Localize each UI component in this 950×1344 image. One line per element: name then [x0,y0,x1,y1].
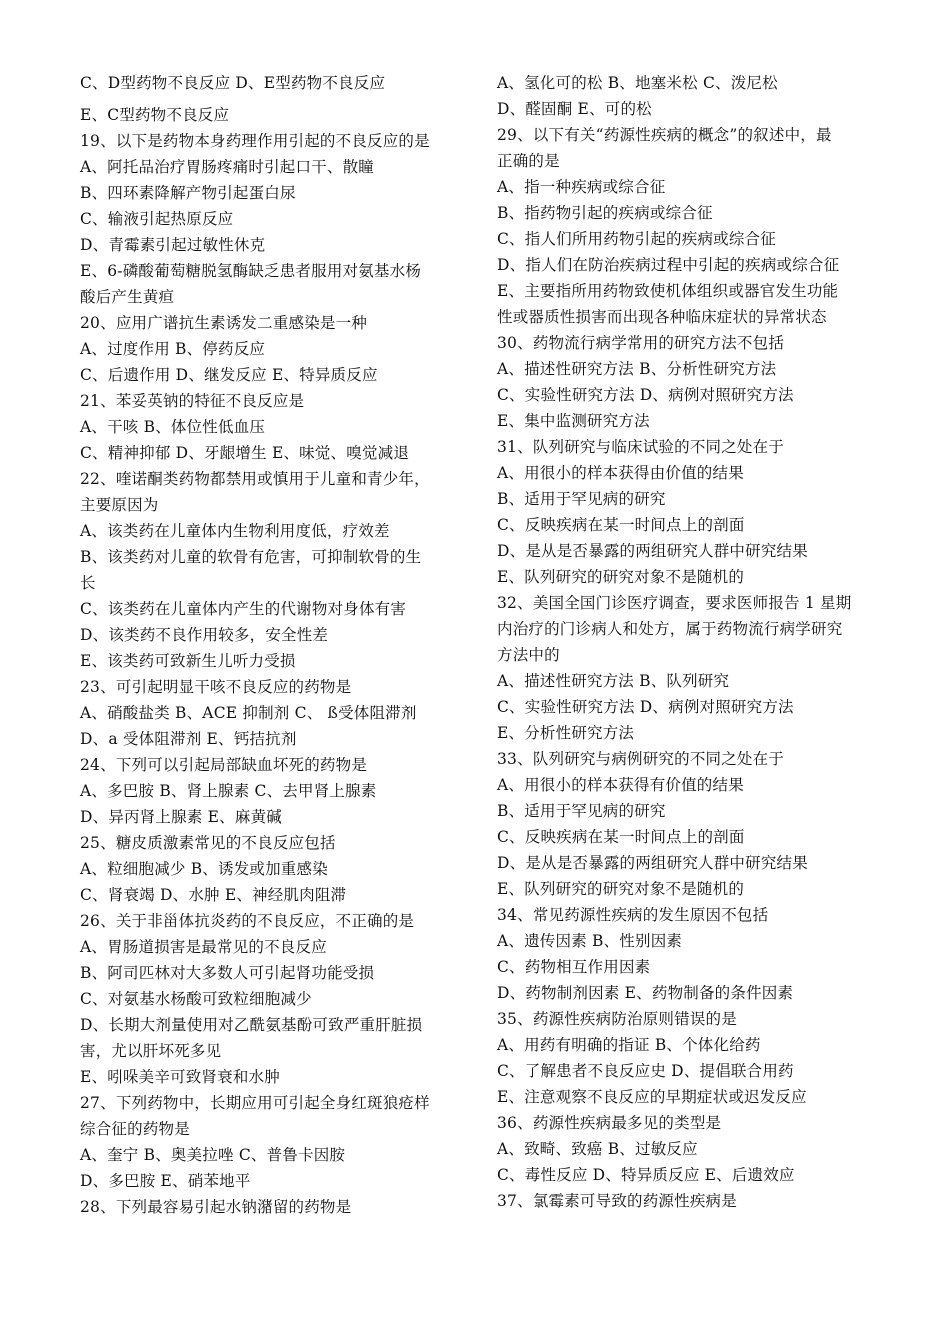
text-line: 24、下列可以引起局部缺血坏死的药物是 [80,756,368,774]
text-line: 29、以下有关“药源性疾病的概念”的叙述中，最 [497,126,832,144]
left-column [80,70,460,1220]
text-line: 20、应用广谱抗生素诱发二重感染是一种 [80,314,368,332]
text-line: A、致畸、致癌 B、过敏反应 [497,1140,698,1158]
text-line: B、该类药对儿童的软骨有危害，可抑制软骨的生 [80,548,422,566]
text-line: A、用很小的样本获得由价值的结果 [497,464,744,482]
text-line: 21、苯妥英钠的特征不良反应是 [80,392,305,410]
text-line: A、硝酸盐类 B、ACE 抑制剂 C、 ß受体阻滞剂 [80,704,417,722]
text-line: 正确的是 [497,152,560,170]
text-line: B、适用于罕见病的研究 [497,802,666,820]
text-line: 长 [80,574,96,592]
text-line: 内治疗的门诊病人和处方，属于药物流行病学研究 [497,620,843,638]
text-line: E、该类药可致新生儿听力受损 [80,652,296,670]
text-line: A、氢化可的松 B、地塞米松 C、泼尼松 [497,74,778,92]
text-line: C、肾衰竭 D、水肿 E、神经肌肉阻滞 [80,886,347,904]
text-line: A、指一种疾病或综合征 [497,178,666,196]
text-line: 19、以下是药物本身药理作用引起的不良反应的是 [80,132,430,150]
text-line: 方法中的 [497,646,560,664]
text-line: C、反映疾病在某一时间点上的剖面 [497,516,745,534]
text-line: 37、氯霉素可导致的药源性疾病是 [497,1192,737,1210]
text-line: C、毒性反应 D、特异质反应 E、后遗效应 [497,1166,795,1184]
text-line: D、是从是否暴露的两组研究人群中研究结果 [497,854,808,872]
text-line: 23、可引起明显干咳不良反应的药物是 [80,678,352,696]
text-line: E、队列研究的研究对象不是随机的 [497,568,745,586]
text-line: 26、关于非甾体抗炎药的不良反应，不正确的是 [80,912,415,930]
text-line: D、长期大剂量使用对乙酰氨基酚可致严重肝脏损 [80,1016,423,1034]
text-line: D、是从是否暴露的两组研究人群中研究结果 [497,542,808,560]
text-line: C、精神抑郁 D、牙龈增生 E、味觉、嗅觉减退 [80,444,410,462]
text-line: 酸后产生黄疸 [80,288,175,306]
text-line: D、a 受体阻滞剂 E、钙拮抗剂 [80,730,297,748]
text-line: E、队列研究的研究对象不是随机的 [497,880,745,898]
text-line: E、集中监测研究方法 [497,412,650,430]
text-line: 25、糖皮质激素常见的不良反应包括 [80,834,336,852]
text-line: 36、药源性疾病最多见的类型是 [497,1114,722,1132]
text-line: C、反映疾病在某一时间点上的剖面 [497,828,745,846]
text-line: B、四环素降解产物引起蛋白尿 [80,184,296,202]
text-line: C、对氨基水杨酸可致粒细胞减少 [80,990,312,1008]
text-line: C、了解患者不良反应史 D、提倡联合用药 [497,1062,794,1080]
text-line: A、描述性研究方法 B、队列研究 [497,672,730,690]
text-line: 综合征的药物是 [80,1120,190,1138]
text-line: D、青霉素引起过敏性休克 [80,236,266,254]
text-line: E、主要指所用药物致使机体组织或器官发生功能 [497,282,839,300]
text-line: C、输液引起热原反应 [80,210,234,228]
text-line: C、该类药在儿童体内产生的代谢物对身体有害 [80,600,407,618]
text-line: 31、队列研究与临床试验的不同之处在于 [497,438,785,456]
text-line: 性或器质性损害而出现各种临床症状的异常状态 [497,308,827,326]
text-line: C、药物相互作用因素 [497,958,651,976]
text-line: 害，尤以肝坏死多见 [80,1042,222,1060]
text-line: C、D型药物不良反应 D、E型药物不良反应 [80,74,386,92]
text-line: D、该类药不良作用较多，安全性差 [80,626,329,644]
text-line: 35、药源性疾病防治原则错误的是 [497,1010,737,1028]
text-line: E、吲哚美辛可致肾衰和水肿 [80,1068,280,1086]
text-line: D、药物制剂因素 E、药物制备的条件因素 [497,984,794,1002]
text-line: E、6-磷酸葡萄糖脱氢酶缺乏患者服用对氨基水杨 [80,262,422,280]
text-line: E、C型药物不良反应 [80,106,230,124]
text-line: D、多巴胺 E、硝苯地平 [80,1172,251,1190]
text-line: D、异丙肾上腺素 E、麻黄碱 [80,808,282,826]
text-line: 22、喹诺酮类药物都禁用或慎用于儿童和青少年， [80,470,430,488]
text-line: A、粒细胞减少 B、诱发或加重感染 [80,860,328,878]
text-line: A、胃肠道损害是最常见的不良反应 [80,938,327,956]
text-line: A、描述性研究方法 B、分析性研究方法 [497,360,777,378]
text-line: 34、常见药源性疾病的发生原因不包括 [497,906,769,924]
text-line: 主要原因为 [80,496,159,514]
text-line: A、遗传因素 B、性别因素 [497,932,683,950]
text-line: B、适用于罕见病的研究 [497,490,666,508]
text-line: 28、下列最容易引起水钠潴留的药物是 [80,1198,352,1216]
text-line: E、注意观察不良反应的早期症状或迟发反应 [497,1088,807,1106]
text-line: C、指人们所用药物引起的疾病或综合征 [497,230,776,248]
text-line: D、醛固酮 E、可的松 [497,100,652,118]
text-line: 30、药物流行病学常用的研究方法不包括 [497,334,785,352]
text-line: 33、队列研究与病例研究的不同之处在于 [497,750,785,768]
text-line: A、多巴胺 B、肾上腺素 C、去甲肾上腺素 [80,782,377,800]
text-line: A、过度作用 B、停药反应 [80,340,266,358]
text-line: C、实验性研究方法 D、病例对照研究方法 [497,386,794,404]
text-line: A、用药有明确的指证 B、个体化给药 [497,1036,761,1054]
text-line: A、干咳 B、体位性低血压 [80,418,266,436]
text-line: A、奎宁 B、奥美拉唑 C、普鲁卡因胺 [80,1146,346,1164]
text-line: B、阿司匹林对大多数人可引起肾功能受损 [80,964,375,982]
text-line: C、后遗作用 D、继发反应 E、特异质反应 [80,366,378,384]
text-line: D、指人们在防治疾病过程中引起的疾病或综合征 [497,256,840,274]
text-line: 27、下列药物中，长期应用可引起全身红斑狼疮样 [80,1094,430,1112]
text-line: C、实验性研究方法 D、病例对照研究方法 [497,698,794,716]
text-line: A、用很小的样本获得有价值的结果 [497,776,744,794]
text-line: A、该类药在儿童体内生物利用度低，疗效差 [80,522,390,540]
text-line: 32、美国全国门诊医疗调查，要求医师报告 1 星期 [497,594,852,612]
text-line: A、阿托品治疗胃肠疼痛时引起口干、散瞳 [80,158,374,176]
right-column [497,70,877,1214]
text-line: B、指药物引起的疾病或综合征 [497,204,713,222]
text-line: E、分析性研究方法 [497,724,635,742]
